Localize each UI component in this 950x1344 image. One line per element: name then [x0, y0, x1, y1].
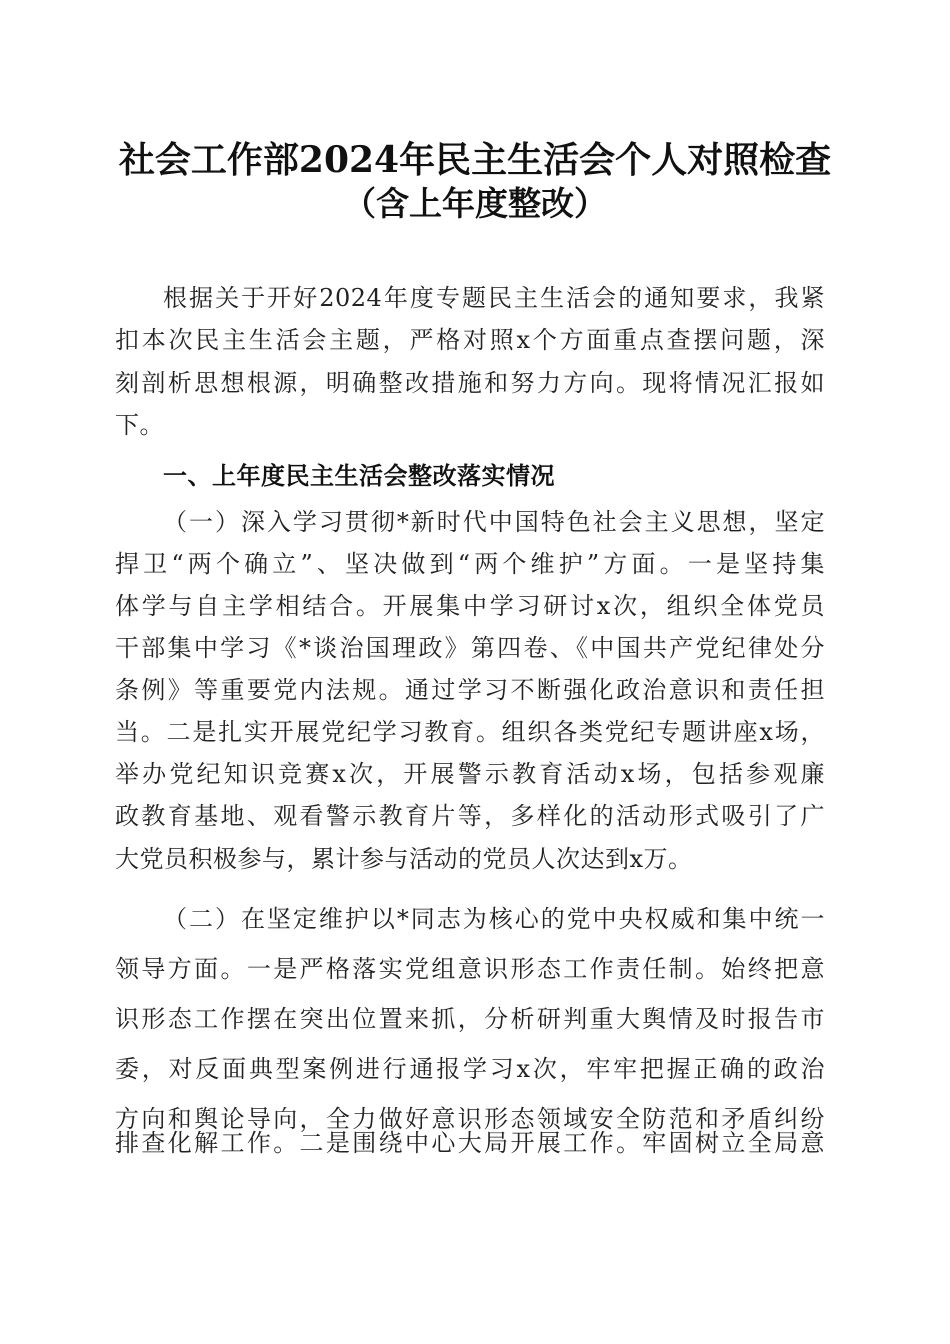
text-line: 委，对反面典型案例进行通报学习x次，牢牢把握正确的政治	[115, 1055, 825, 1083]
text-line: 下。	[115, 411, 164, 439]
text-line: 捍卫“两个确立”、坚决做到“两个维护”方面。一是坚持集	[115, 550, 825, 578]
text-line: 条例》等重要党内法规。通过学习不断强化政治意识和责任担	[115, 676, 825, 704]
text-line: 扣本次民主生活会主题，严格对照x个方面重点查摆问题，深	[115, 326, 825, 354]
text-line: （二）在坚定维护以*同志为核心的党中央权威和集中统一	[163, 905, 825, 933]
text-line: 识形态工作摆在突出位置来抓，分析研判重大舆情及时报告市	[115, 1005, 825, 1033]
text-line: 政教育基地、观看警示教育片等，多样化的活动形式吸引了广	[115, 802, 825, 830]
text-line: 排查化解工作。二是围绕中心大局开展工作。牢固树立全局意	[115, 1129, 825, 1157]
text-line: 当。二是扎实开展党纪学习教育。组织各类党纪专题讲座x场，	[115, 718, 825, 746]
document-title: 社会工作部2024年民主生活会个人对照检查	[118, 139, 832, 181]
text-line: 刻剖析思想根源，明确整改措施和努力方向。现将情况汇报如	[115, 369, 825, 397]
text-line: 领导方面。一是严格落实党组意识形态工作责任制。始终把意	[115, 955, 825, 983]
text-line: 举办党纪知识竞赛x次，开展警示教育活动x场，包括参观廉	[115, 760, 825, 788]
document-subtitle: （含上年度整改）	[343, 184, 607, 223]
text-line: 大党员积极参与，累计参与活动的党员人次达到x万。	[115, 845, 693, 873]
text-line: 方向和舆论导向，全力做好意识形态领域安全防范和矛盾纠纷	[115, 1105, 825, 1133]
text-line: 体学与自主学相结合。开展集中学习研讨x次，组织全体党员	[115, 592, 825, 620]
section-heading: 一、上年度民主生活会整改落实情况	[163, 462, 555, 490]
text-line: 根据关于开好2024年度专题民主生活会的通知要求，我紧	[163, 284, 825, 312]
text-line: 干部集中学习《*谈治国理政》第四卷、《中国共产党纪律处分	[115, 634, 825, 662]
text-line: （一）深入学习贯彻*新时代中国特色社会主义思想，坚定	[163, 508, 825, 536]
